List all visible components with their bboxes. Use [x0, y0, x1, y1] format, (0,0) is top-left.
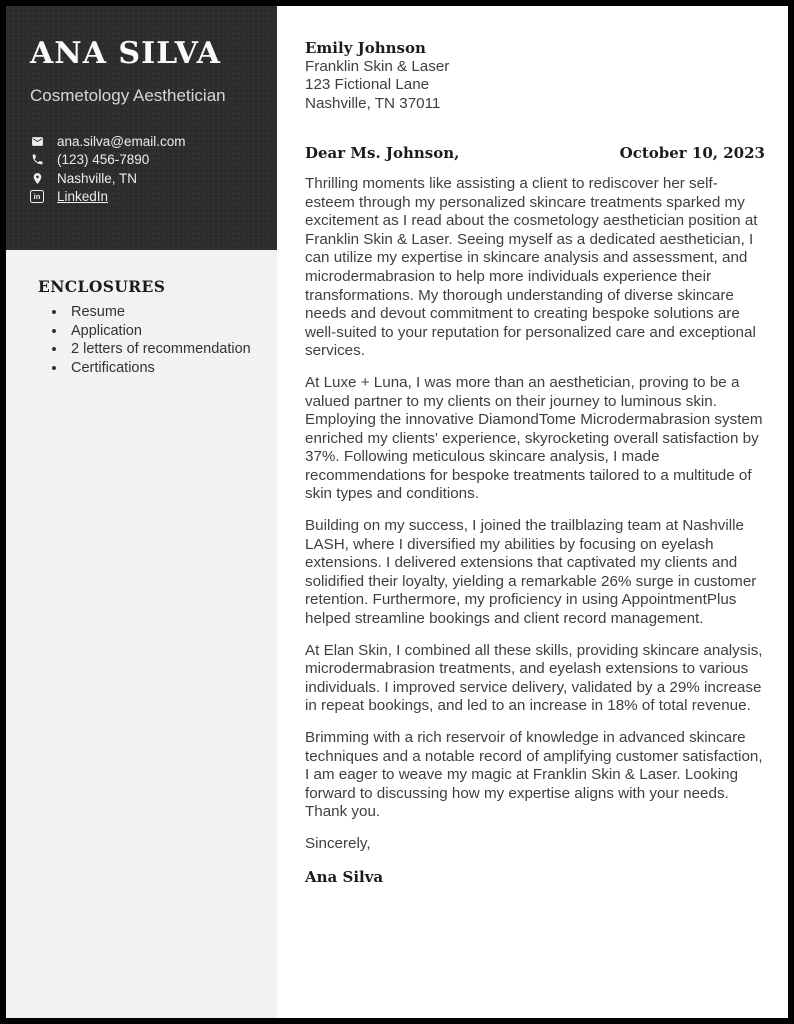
contact-email-text: ana.silva@email.com — [57, 133, 186, 149]
email-icon — [30, 134, 44, 148]
letter-paragraph-5: Brimming with a rich reservoir of knowledge in advanced skincare techniques and a notable record of amplifying customer satisfaction, I am eager to weave my magic at Franklin Skin & Laser. Looking forward to discussing how my expertise aligns with your needs. Thank you. — [305, 729, 763, 821]
recipient-name: Emily Johnson — [305, 39, 426, 57]
recipient-street: 123 Fictional Lane — [305, 76, 430, 94]
linkedin-link[interactable]: LinkedIn — [57, 189, 109, 205]
letter-paragraph-4: At Elan Skin, I combined all these skills, providing skincare analysis, microdermabrasion treatments, and eyelash extensions to various individuals. I improved service delivery, validated by a 29% increase in repeat bookings, and led to an increase in 18% of total revenue. — [305, 641, 763, 715]
closing: Sincerely, — [305, 834, 371, 852]
candidate-job-title: Cosmetology Aesthetician — [30, 86, 226, 105]
letter-paragraph-2: At Luxe + Luna, I was more than an aesthetician, proving to be a valued partner to my clients on their journey to luminous skin. Employing the innovative DiamondTome Microdermabrasion system enriched my clients' experience, skyrocketing overall satisfaction by 37%. Following meticulous skincare analysis, I made recommendations for bespoke treatments tailored to a multitude of skin types and conditions. — [305, 373, 763, 503]
salutation: Dear Ms. Johnson, — [305, 144, 460, 163]
signature-name: Ana Silva — [305, 867, 384, 886]
recipient-block — [305, 39, 765, 113]
contact-location-text: Nashville, TN — [57, 170, 138, 186]
enclosure-item: • Application — [67, 322, 263, 341]
sidebar-header — [6, 6, 277, 250]
enclosure-item: • Certifications — [67, 359, 263, 378]
letter-date: October 10, 2023 — [619, 144, 765, 163]
enclosure-item: • 2 letters of recommendation — [67, 340, 263, 359]
enclosure-item: • Resume — [67, 303, 263, 322]
contact-linkedin-row[interactable] — [30, 188, 255, 207]
salutation-row — [305, 144, 765, 163]
contact-list — [30, 132, 255, 206]
contact-email-row — [30, 132, 255, 151]
enclosure-list — [38, 303, 263, 377]
phone-icon — [30, 153, 44, 167]
recipient-company: Franklin Skin & Laser — [305, 57, 450, 75]
sidebar — [6, 6, 277, 1018]
letter-paragraph-1: Thrilling moments like assisting a client to rediscover her self-esteem through my personalized skincare treatments sparked my excitement as I read about the cosmetology aesthetician position at Franklin Skin & Laser. Seeing myself as a dedicated aesthetician, I can utilize my expertise in skincare analysis and assessment, and microdermabrasion to help more individuals experience their transformations. My thorough understanding of diverse skincare needs and devout commitment to creating bespoke solutions are well-suited to your reputation for personalized care and exceptional services. — [305, 174, 758, 360]
linkedin-icon — [30, 190, 44, 203]
contact-phone-text: (123) 456-7890 — [57, 152, 150, 168]
recipient-city: Nashville, TN 37011 — [305, 94, 441, 112]
contact-location-row — [30, 169, 255, 188]
linkedin-icon-glyph: in — [33, 192, 41, 201]
letter-paragraph-3: Building on my success, I joined the trailblazing team at Nashville LASH, where I diversified my abilities by focusing on eyelash extensions. I delivered extensions that captivated my clients and solidified their loyalty, yielding a remarkable 26% surge in customer retention. Furthermore, my proficiency in using AppointmentPlus helped streamline bookings and client record management. — [305, 517, 757, 628]
enclosures-heading: ENCLOSURES — [38, 277, 166, 296]
enclosures-section — [6, 250, 277, 1018]
location-icon — [30, 171, 44, 185]
letter-body — [277, 6, 788, 1018]
candidate-name: ANA SILVA — [30, 36, 221, 71]
contact-phone-row — [30, 151, 255, 170]
